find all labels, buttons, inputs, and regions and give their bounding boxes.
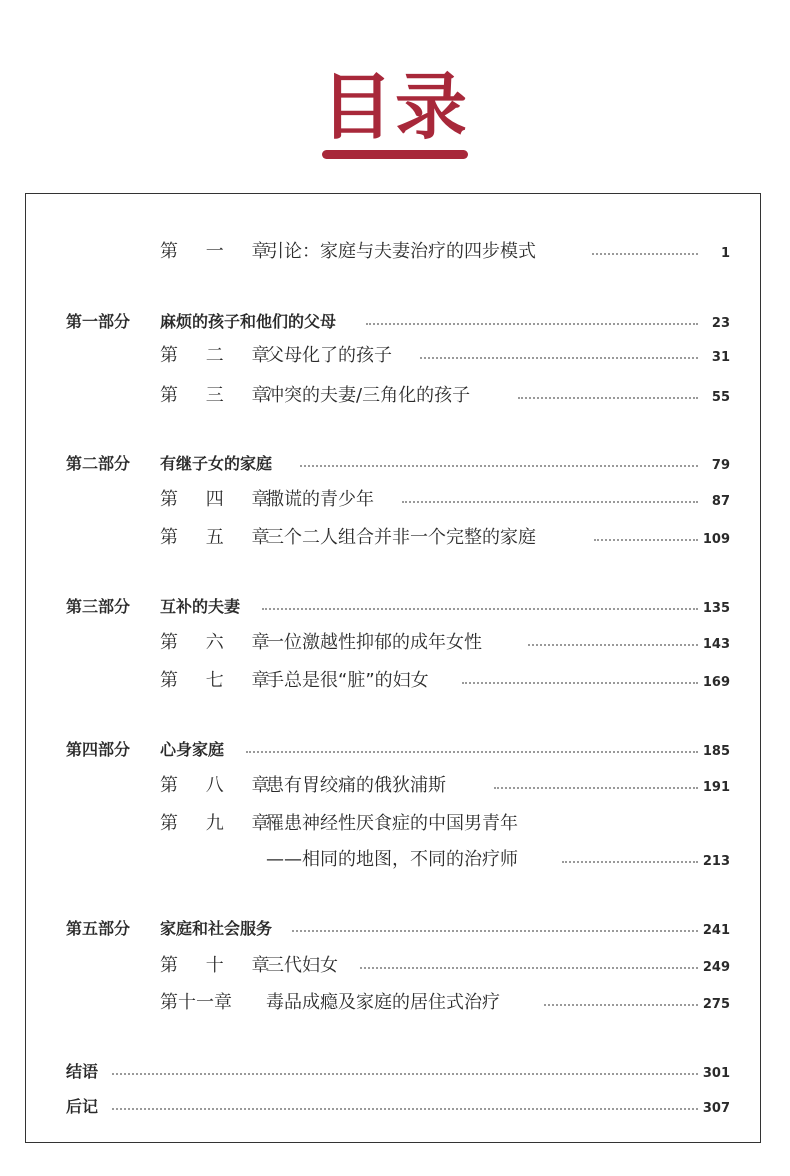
dot-leader — [112, 1073, 698, 1075]
part-label: 第五部分 — [66, 919, 131, 938]
dot-leader — [246, 751, 698, 753]
part-label: 第一部分 — [66, 312, 131, 331]
toc-entry-part3[interactable] — [0, 592, 790, 622]
toc-entry-ch9[interactable] — [0, 809, 790, 839]
part-title: 家庭和社会服务 — [160, 919, 273, 938]
toc-entry-part4[interactable] — [0, 735, 790, 765]
page-title: 目录 — [320, 65, 469, 149]
page-number: 55 — [711, 390, 730, 405]
chapter-label: 第 九 章 — [160, 813, 281, 834]
part-title: 麻烦的孩子和他们的父母 — [160, 312, 337, 331]
chapter-label: 第 五 章 — [160, 527, 281, 548]
dot-leader — [402, 501, 698, 503]
toc-entry-conclusion[interactable] — [0, 1057, 790, 1087]
part-label: 结语 — [66, 1062, 99, 1081]
page-number: 79 — [711, 458, 730, 473]
page-number: 275 — [702, 997, 730, 1012]
dot-leader — [112, 1108, 698, 1110]
toc-entry-afterword[interactable] — [0, 1092, 790, 1122]
page-number: 191 — [702, 780, 730, 795]
part-title: 心身家庭 — [160, 740, 225, 759]
dot-leader — [544, 1004, 698, 1006]
toc-entry-ch6[interactable] — [0, 628, 790, 658]
chapter-title: 三个二人组合并非一个完整的家庭 — [266, 527, 536, 548]
page-number: 31 — [711, 350, 730, 365]
chapter-label: 第 一 章 — [160, 241, 281, 262]
page-number: 87 — [711, 494, 730, 509]
page-number: 301 — [702, 1066, 730, 1081]
page-number: 109 — [702, 532, 730, 547]
toc-entry-part1[interactable] — [0, 307, 790, 337]
dot-leader — [592, 253, 698, 255]
toc-entry-intro[interactable] — [0, 237, 790, 267]
dot-leader — [562, 861, 698, 863]
toc-entry-ch7[interactable] — [0, 666, 790, 696]
toc-entry-ch3[interactable] — [0, 381, 790, 411]
page-number: 213 — [702, 854, 730, 869]
toc-entry-ch5[interactable] — [0, 523, 790, 553]
toc-entry-part5[interactable] — [0, 914, 790, 944]
chapter-title: 父母化了的孩子 — [266, 345, 392, 366]
chapter-title: 患有胃绞痛的俄狄浦斯 — [266, 775, 446, 796]
chapter-title: 手总是很“脏”的妇女 — [266, 670, 429, 691]
page-number: 307 — [702, 1101, 730, 1116]
page-number: 169 — [702, 675, 730, 690]
page-number: 241 — [702, 923, 730, 938]
chapter-title: 毒品成瘾及家庭的居住式治疗 — [266, 992, 500, 1013]
chapter-title: 罹患神经性厌食症的中国男青年 — [266, 813, 518, 834]
chapter-title: 一位激越性抑郁的成年女性 — [266, 632, 482, 653]
page-number: 135 — [702, 601, 730, 616]
chapter-label: 第 六 章 — [160, 632, 281, 653]
part-title: 互补的夫妻 — [160, 597, 241, 616]
toc-entry-ch11[interactable] — [0, 988, 790, 1018]
part-title: 有继子女的家庭 — [160, 454, 273, 473]
toc-entry-part2[interactable] — [0, 449, 790, 479]
dot-leader — [518, 397, 698, 399]
chapter-title: 撒谎的青少年 — [266, 489, 374, 510]
page-number: 249 — [702, 960, 730, 975]
toc-entry-ch9-subtitle[interactable] — [0, 845, 790, 875]
chapter-label: 第 二 章 — [160, 345, 281, 366]
part-label: 第四部分 — [66, 740, 131, 759]
toc-entry-ch10[interactable] — [0, 951, 790, 981]
title-underline — [322, 150, 468, 159]
chapter-title: 冲突的夫妻/三角化的孩子 — [266, 385, 471, 406]
part-label: 第二部分 — [66, 454, 131, 473]
page-number: 23 — [711, 316, 730, 331]
dot-leader — [292, 930, 698, 932]
chapter-label: 第十一章 — [160, 992, 232, 1013]
toc-entry-ch2[interactable] — [0, 341, 790, 371]
dot-leader — [366, 323, 698, 325]
page-number: 1 — [720, 246, 730, 261]
chapter-label: 第 八 章 — [160, 775, 281, 796]
dot-leader — [594, 539, 698, 541]
page-number: 143 — [702, 637, 730, 652]
chapter-label: 第 四 章 — [160, 489, 281, 510]
chapter-label: 第 十 章 — [160, 955, 281, 976]
dot-leader — [262, 608, 698, 610]
toc-entry-ch8[interactable] — [0, 771, 790, 801]
chapter-title: 三代妇女 — [266, 955, 338, 976]
dot-leader — [528, 644, 698, 646]
dot-leader — [360, 967, 698, 969]
chapter-label: 第 三 章 — [160, 385, 281, 406]
chapter-label: 第 七 章 — [160, 670, 281, 691]
chapter-title: 引论：家庭与夫妻治疗的四步模式 — [266, 241, 536, 262]
part-label: 第三部分 — [66, 597, 131, 616]
chapter-subtitle: ——相同的地图，不同的治疗师 — [266, 849, 518, 870]
toc-entry-ch4[interactable] — [0, 485, 790, 515]
dot-leader — [494, 787, 698, 789]
dot-leader — [420, 357, 698, 359]
dot-leader — [462, 682, 698, 684]
dot-leader — [300, 465, 698, 467]
part-label: 后记 — [66, 1097, 99, 1116]
page-number: 185 — [702, 744, 730, 759]
